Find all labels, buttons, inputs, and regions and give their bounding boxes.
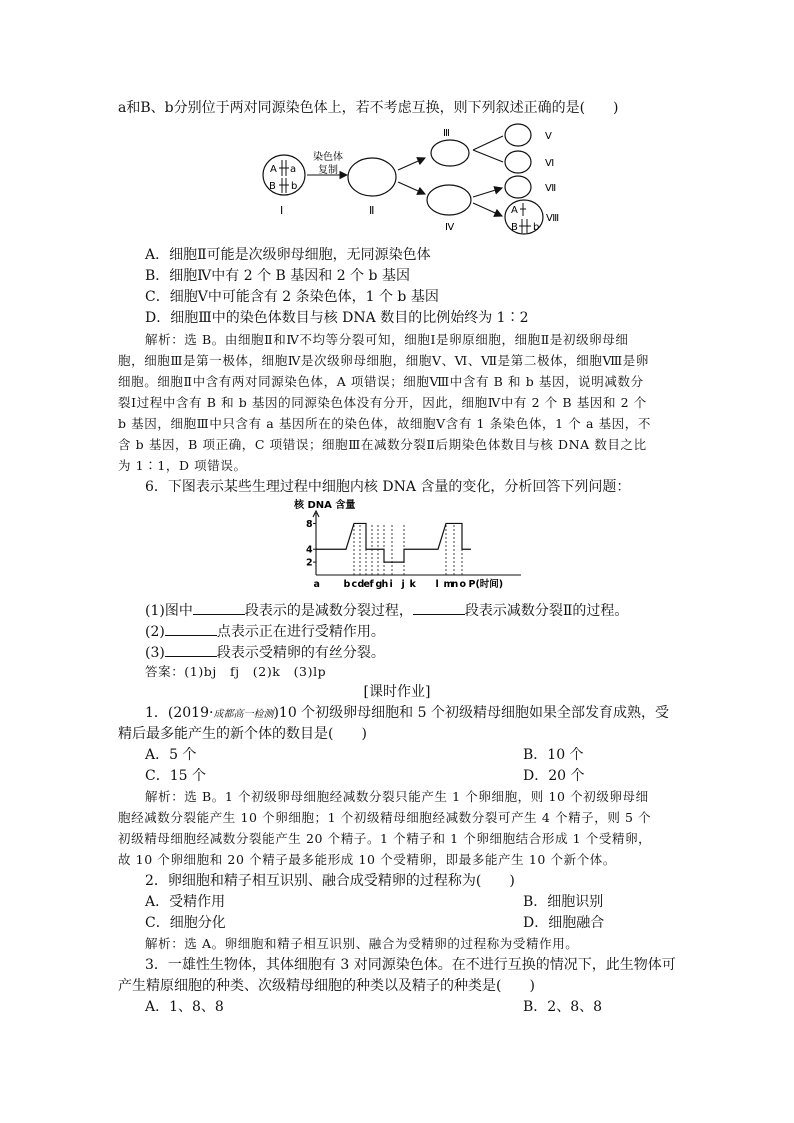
arrow-label-2: 复制 [318, 165, 338, 176]
meiosis-diagram [255, 120, 560, 242]
cell-label-8: Ⅷ [546, 213, 560, 224]
cell1-gene-b: b [291, 181, 298, 192]
hw-q1-opt-c: C．15 个 [145, 768, 206, 784]
blank-4[interactable] [165, 642, 217, 657]
cell-label-6: Ⅵ [545, 158, 555, 169]
x-tick-label: g [375, 579, 383, 590]
q6-sub-1 [145, 600, 628, 620]
analysis-line: 为 1∶1，D 项错误。 [118, 458, 247, 473]
x-tick-label: b [343, 579, 351, 590]
option-c: C．细胞Ⅴ中可能含有 2 条染色体，1 个 b 基因 [145, 289, 439, 305]
y-tick-label: 8 [306, 518, 313, 530]
hw-q2-opt-d: D．细胞融合 [523, 915, 605, 931]
cell-7 [505, 176, 531, 198]
hw-q1-analysis: 初级精母细胞经减数分裂能产生 20 个精子。1 个精子和 1 个卵细胞结合形成 1 个受精卵， [118, 831, 652, 846]
cell8-gene-b: b [533, 222, 540, 233]
hw-q1-analysis: 解析：选 B。1 个初级卵母细胞经减数分裂只能产生 1 个卵细胞，则 10 个初级卵母细 [145, 789, 649, 804]
cell-2 [348, 158, 396, 196]
hw-q1-line1 [145, 704, 669, 724]
hw-q2-stem: 2．卵细胞和精子相互识别、融合成受精卵的过程称为( ) [145, 873, 515, 889]
x-tick-label: i [389, 579, 393, 590]
q6-sub-2-a: (2) [145, 624, 165, 640]
hw-q3-line1: 3．一雄性生物体，其体细胞有 3 对同源染色体。在不进行互换的情况下，此生物体可 [145, 957, 676, 973]
option-b: B．细胞Ⅳ中有 2 个 B 基因和 2 个 b 基因 [145, 268, 410, 284]
analysis-line: 细胞。细胞Ⅱ中含有两对同源染色体，A 项错误；细胞Ⅷ中含有 B 和 b 基因，说明减数分 [118, 374, 644, 389]
q6-sub-3-b: 段表示受精卵的有丝分裂。 [216, 645, 385, 661]
x-tick-label: o [459, 579, 467, 590]
cell-label-4: Ⅳ [445, 222, 455, 233]
q6-sub-1-a: (1)图中 [145, 603, 193, 619]
section-title: [课时作业] [363, 684, 431, 700]
hw-q3-line2: 产生精原细胞的种类、次级精母细胞的种类以及精子的种类是( ) [118, 978, 535, 994]
q6-stem: 6．下图表示某些生理过程中细胞内核 DNA 含量的变化，分析回答下列问题： [145, 479, 631, 495]
hw-q1-prefix: 1．(2019· [145, 705, 214, 721]
hw-q2-opt-c: C．细胞分化 [145, 915, 226, 931]
option-a: A．细胞Ⅱ可能是次级卵母细胞，无同源染色体 [145, 247, 431, 263]
hw-q1-opt-d: D．20 个 [523, 768, 585, 784]
y-tick-label: 4 [306, 544, 313, 556]
cell8-gene-B: B [511, 222, 518, 233]
hw-q1-stem: )10 个初级卵母细胞和 5 个初级精母细胞如果全部发育成熟，受 [273, 705, 669, 721]
q6-sub-3-a: (3) [145, 645, 165, 661]
analysis-line: 胞，细胞Ⅲ是第一极体，细胞Ⅳ是次级卵母细胞，细胞Ⅴ、Ⅵ、Ⅶ是第二极体，细胞Ⅷ是卵 [118, 353, 649, 368]
y-axis-label: 核 DNA 含量 [294, 500, 356, 511]
x-tick-label: h [381, 579, 389, 590]
hw-q2-opt-b: B．细胞识别 [523, 894, 604, 910]
blank-1[interactable] [193, 600, 245, 615]
x-tick-label: l [435, 579, 439, 590]
hw-q2-opt-a: A．受精作用 [145, 894, 226, 910]
hw-q1-analysis: 故 10 个卵细胞和 20 个精子最多能形成 10 个受精卵，即最多能产生 10 个新个体。 [118, 852, 617, 867]
x-tick-label: k [409, 579, 416, 590]
hw-q1-analysis: 胞经减数分裂能产生 10 个卵细胞；1 个初级精母细胞经减数分裂可产生 4 个精子，则 5 个 [118, 810, 652, 825]
analysis-line: 含 b 基因，B 项正确，C 项错误；细胞Ⅲ在减数分裂Ⅱ后期染色体数目与核 DNA 数目之比 [118, 437, 647, 452]
cell1-gene-B: B [269, 181, 276, 192]
hw-q2-analysis: 解析：选 A。卵细胞和精子相互识别、融合为受精卵的过程称为受精作用。 [145, 936, 579, 951]
hw-q1-opt-a: A．5 个 [145, 747, 197, 763]
x-tick-label: e [363, 579, 370, 590]
cell-label-3: Ⅲ [443, 128, 450, 139]
x-tick-label: n [451, 579, 459, 590]
x-tick-label: a [313, 579, 320, 590]
cell-label-1: Ⅰ [280, 204, 284, 217]
hw-q1-opt-b: B．10 个 [523, 747, 584, 763]
analysis-line: 解析：选 B。由细胞Ⅱ和Ⅳ不均等分裂可知，细胞Ⅰ是卵原细胞，细胞Ⅱ是初级卵母细 [145, 332, 629, 347]
cell-label-5: Ⅴ [545, 131, 552, 142]
cell-3 [431, 140, 469, 166]
cell8-gene-A: A [511, 205, 518, 216]
x-tick-label: c [351, 579, 358, 590]
cell-6 [505, 151, 531, 173]
q6-sub-2 [145, 621, 385, 641]
x-tick-label: d [357, 579, 365, 590]
cell-label-2: Ⅱ [369, 204, 375, 217]
cell-label-7: Ⅶ [545, 183, 557, 194]
cell1-gene-A: A [270, 164, 277, 175]
y-tick-label: 2 [306, 557, 313, 569]
answer-line: 答案：(1)bj fj (2)k (3)lp [145, 664, 327, 679]
arrow-label-1: 染色体 [313, 152, 343, 163]
cell1-gene-a: a [290, 164, 297, 175]
hw-q3-opt-a: A．1、8、8 [145, 999, 224, 1015]
x-tick-label: j [401, 579, 405, 590]
q6-sub-1-c: 段表示减数分裂Ⅱ的过程。 [464, 603, 629, 619]
blank-2[interactable] [413, 600, 465, 615]
analysis-line: b 基因，细胞Ⅲ中只含有 a 基因所在的染色体，故细胞Ⅴ含有 1 条染色体，1 个 a 基因，不 [118, 416, 651, 431]
hw-q1-line2: 精后最多能产生的新个体的数目是( ) [118, 726, 367, 742]
q6-sub-3 [145, 642, 385, 662]
x-tick-label: m [443, 579, 454, 590]
x-tick-label: P(时间) [468, 579, 504, 590]
question-intro: a和B、b分别位于两对同源染色体上，若不考虑互换，则下列叙述正确的是( ) [118, 100, 619, 116]
hw-q3-opt-b: B．2、8、8 [523, 999, 603, 1015]
q6-sub-2-b: 点表示正在进行受精作用。 [216, 624, 385, 640]
q6-sub-1-b: 段表示的是减数分裂过程， [244, 603, 413, 619]
analysis-line: 裂Ⅰ过程中含有 B 和 b 基因的同源染色体没有分开，因此，细胞Ⅳ中有 2 个 B 基因和 2 个 [118, 395, 647, 410]
option-d: D．细胞Ⅲ中的染色体数目与核 DNA 数目的比例始终为 1∶2 [145, 310, 529, 326]
cell-5 [505, 124, 531, 146]
hw-q1-source: 成都高一检测 [213, 709, 274, 720]
dna-content-chart [288, 497, 533, 590]
x-tick-label: f [369, 579, 374, 590]
cell-4 [427, 185, 471, 215]
blank-3[interactable] [165, 621, 217, 636]
dna-line [316, 523, 471, 562]
